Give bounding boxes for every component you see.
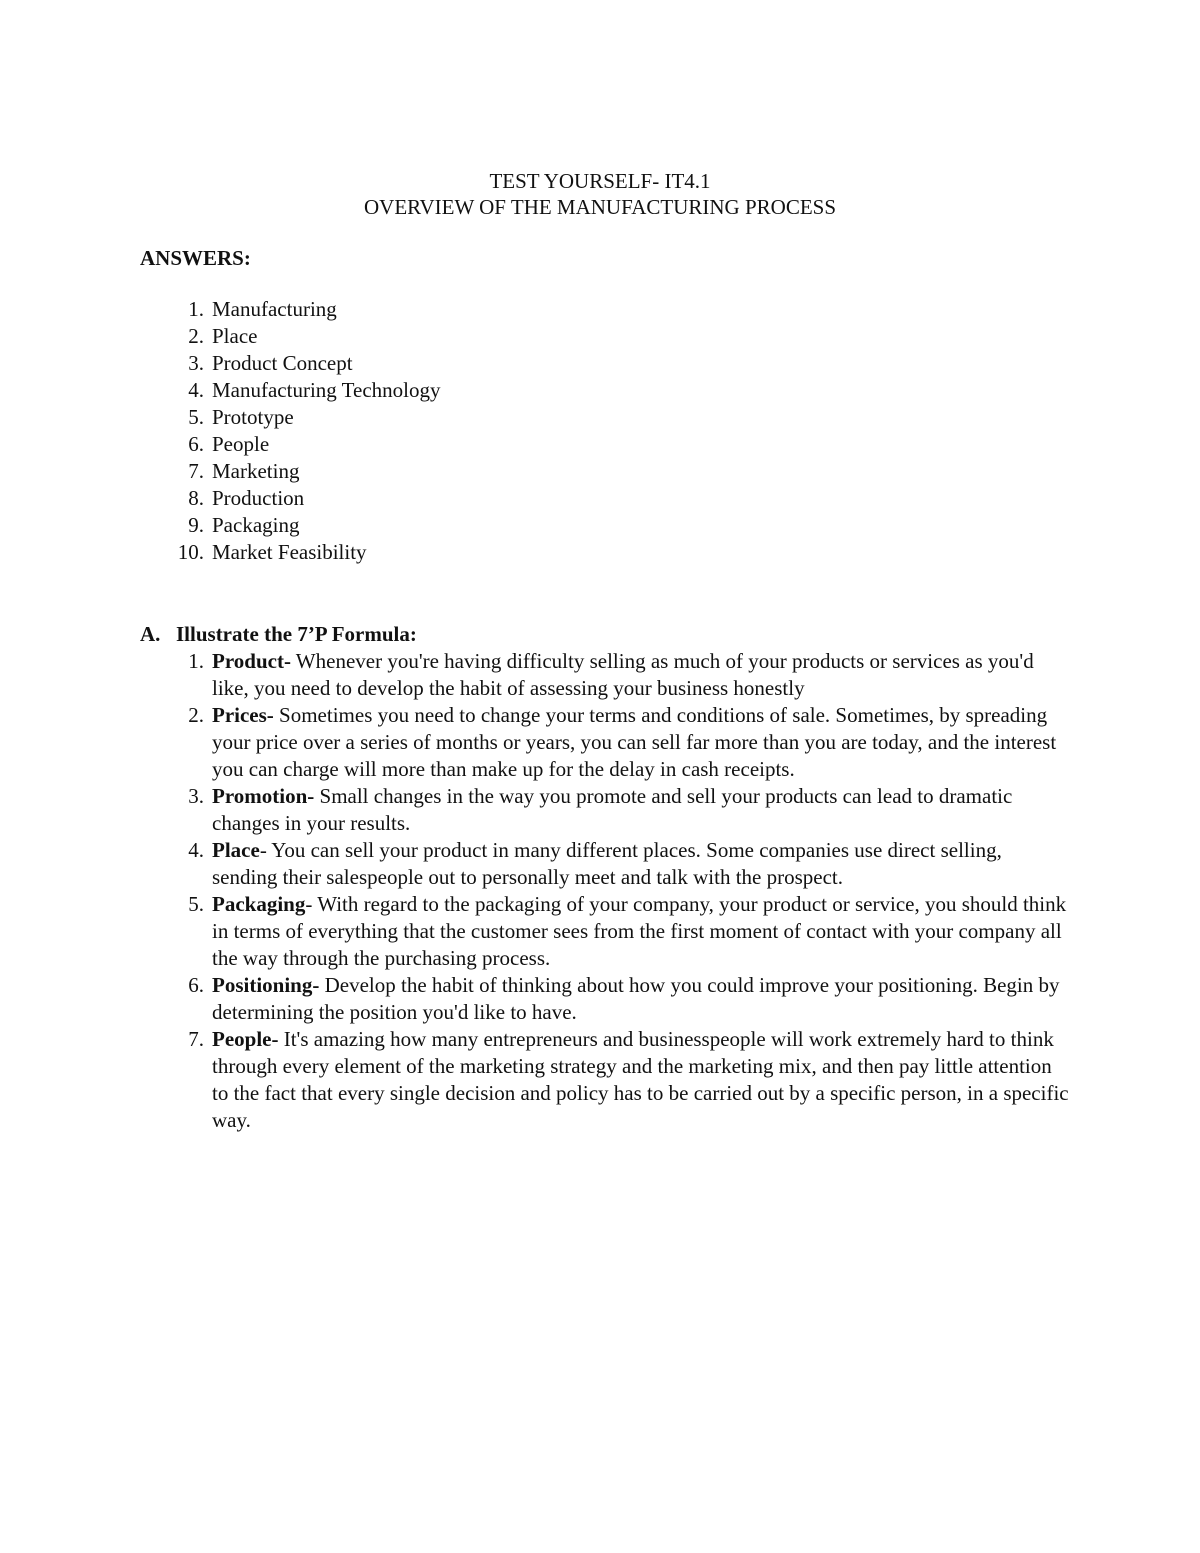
seven-p-list — [140, 648, 1070, 1134]
item-number: 6. — [188, 432, 204, 456]
item-text: Packaging — [212, 513, 300, 537]
item-term: Packaging — [212, 892, 306, 916]
item-number: 7. — [188, 1027, 204, 1051]
section-a-heading — [140, 622, 417, 647]
item-number: 7. — [188, 459, 204, 483]
section-letter: A. — [140, 622, 161, 646]
item-term: Place — [212, 838, 260, 862]
item-text: Marketing — [212, 459, 300, 483]
item-text: Place — [212, 324, 258, 348]
list-item — [140, 296, 441, 323]
item-text: Manufacturing Technology — [212, 378, 441, 402]
item-text: Manufacturing — [212, 297, 337, 321]
item-text: People — [212, 432, 270, 456]
item-text: Develop the habit of thinking about how you could improve your positioning. Begin by determining the position you'd like to have. — [212, 973, 1060, 1024]
item-text: - With regard to the packaging of your company, your product or service, you should think in terms of everything that the customer sees from the first moment of contact with your company all the way through the purchasing process. — [212, 892, 1067, 970]
item-text: - You can sell your product in many different places. Some companies use direct selling, sending their salespeople out to personally meet and talk with the prospect. — [212, 838, 1002, 889]
list-item — [140, 512, 441, 539]
item-number: 4. — [188, 378, 204, 402]
title-line-2: OVERVIEW OF THE MANUFACTURING PROCESS — [363, 195, 837, 219]
section-heading-text: Illustrate the 7’P Formula: — [176, 622, 417, 646]
item-number: 10. — [177, 540, 204, 564]
list-item — [140, 539, 441, 566]
list-item — [140, 972, 1070, 1026]
item-term: Promotion- — [212, 784, 315, 808]
item-number: 9. — [188, 513, 204, 537]
list-item — [140, 485, 441, 512]
list-item — [140, 783, 1070, 837]
list-item — [140, 837, 1070, 891]
item-number: 3. — [188, 351, 204, 375]
item-text: Prototype — [212, 405, 294, 429]
item-number: 1. — [188, 649, 204, 673]
answers-heading: ANSWERS: — [140, 246, 251, 270]
item-text: It's amazing how many entrepreneurs and businesspeople will work extremely hard to think through every element of the marketing strategy and the marketing mix, and then pay little attention to the fact that every single decision and policy has to be carried out by a specific person, in a specific way. — [212, 1027, 1069, 1132]
item-text: Small changes in the way you promote and sell your products can lead to dramatic changes in your results. — [212, 784, 1013, 835]
item-number: 8. — [188, 486, 204, 510]
item-term: Positioning- — [212, 973, 320, 997]
answers-list — [140, 296, 441, 566]
list-item — [140, 891, 1070, 972]
item-term: People- — [212, 1027, 279, 1051]
list-item — [140, 350, 441, 377]
item-number: 2. — [188, 324, 204, 348]
item-number: 5. — [188, 892, 204, 916]
list-item — [140, 458, 441, 485]
document-title — [0, 168, 1200, 220]
item-term: Prices- — [212, 703, 274, 727]
item-text: Whenever you're having difficulty selling as much of your products or services as you'd like, you need to develop the habit of assessing your business honestly — [212, 649, 1034, 700]
item-text: Production — [212, 486, 305, 510]
item-term: Product- — [212, 649, 291, 673]
list-item — [140, 323, 441, 350]
item-number: 5. — [188, 405, 204, 429]
item-number: 1. — [188, 297, 204, 321]
item-text: Market Feasibility — [212, 540, 367, 564]
title-line-1: TEST YOURSELF- IT4.1 — [489, 169, 711, 193]
list-item — [140, 377, 441, 404]
list-item — [140, 702, 1070, 783]
item-text: Sometimes you need to change your terms and conditions of sale. Sometimes, by spreading your price over a series of months or years, you can sell far more than you are today, and the interest you can charge will more than make up for the delay in cash receipts. — [212, 703, 1057, 781]
item-number: 6. — [188, 973, 204, 997]
item-text: Product Concept — [212, 351, 353, 375]
list-item — [140, 1026, 1070, 1134]
list-item — [140, 404, 441, 431]
list-item — [140, 648, 1070, 702]
item-number: 3. — [188, 784, 204, 808]
list-item — [140, 431, 441, 458]
item-number: 2. — [188, 703, 204, 727]
item-number: 4. — [188, 838, 204, 862]
